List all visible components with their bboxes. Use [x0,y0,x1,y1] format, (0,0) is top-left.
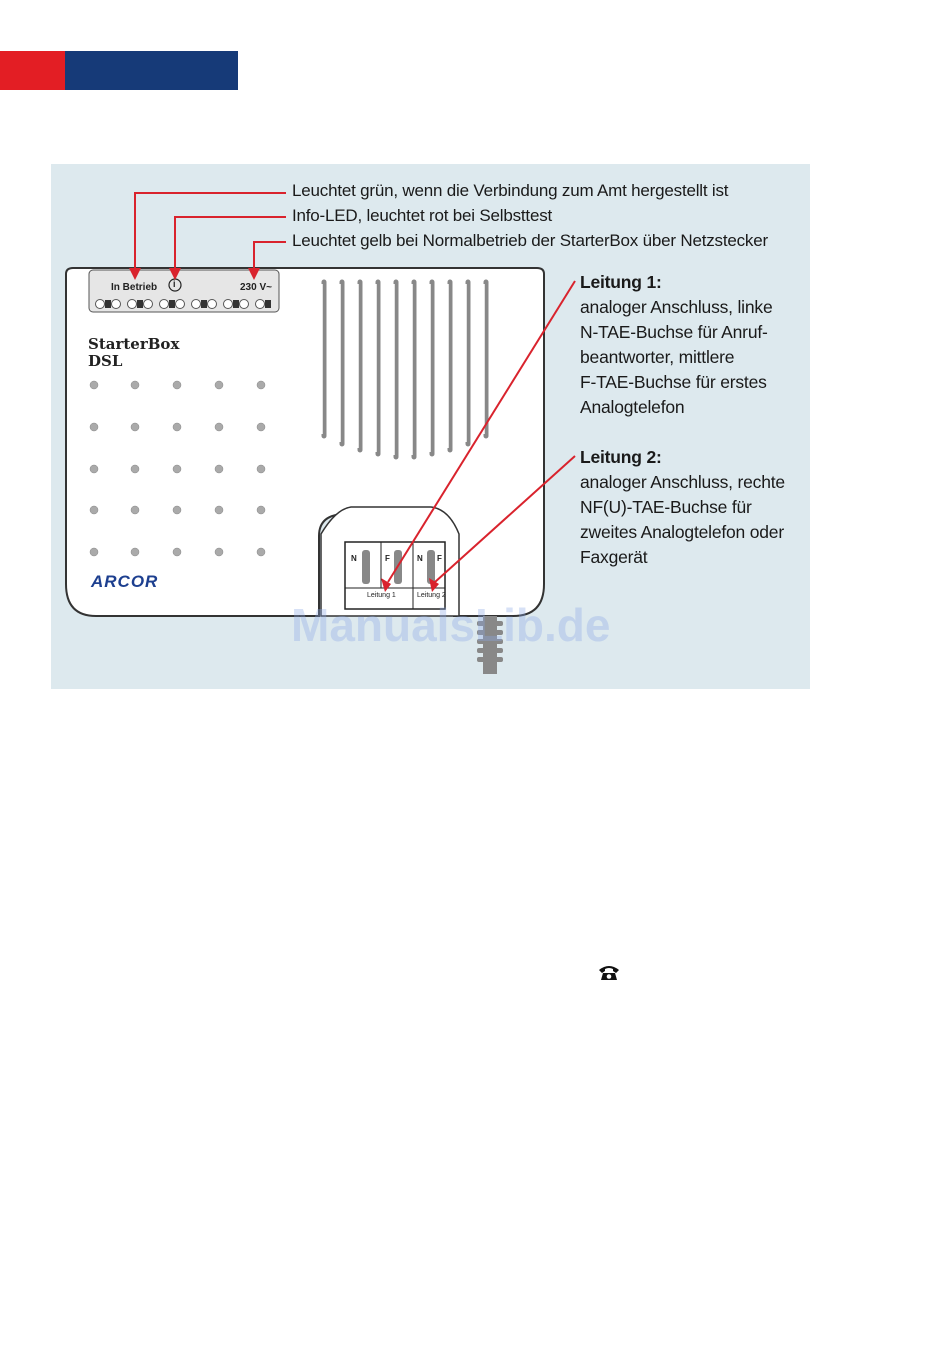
led-label-in-betrieb: In Betrieb [111,282,158,293]
product-name-line1: StarterBox [88,335,180,353]
port-label-leitung-2: Leitung 2 [417,592,446,599]
jack-n-1: N [351,554,357,563]
leitung-1-title: Leitung 1: [580,272,662,292]
port-label-leitung-1: Leitung 1 [367,592,396,599]
leitung-2-line: zweites Analogtelefon oder [580,522,784,542]
callout-connection-led: Leuchtet grün, wenn die Verbindung zum Amt hergestellt ist [292,181,729,200]
product-name-line2: DSL [88,352,123,370]
leitung-1-line: F-TAE-Buchse für erstes [580,372,767,392]
device-diagram [51,164,810,689]
callout-power-led: Leuchtet gelb bei Normalbetrieb der StarterBox über Netzstecker [292,231,768,250]
leitung-2-description [580,445,785,570]
led-label-voltage: 230 V~ [240,282,272,293]
leitung-2-line: Faxgerät [580,547,648,567]
leitung-1-line: N-TAE-Buchse für Anruf- [580,322,768,342]
leitung-1-line: Analogtelefon [580,397,685,417]
leitung-1-description [580,270,772,420]
phone-icon [597,964,621,982]
arcor-logo: ARCOR [91,572,159,591]
header-accent-blue [65,51,238,90]
callout-info-led: Info-LED, leuchtet rot bei Selbsttest [292,206,553,225]
leitung-2-line: NF(U)-TAE-Buchse für [580,497,752,517]
leitung-2-title: Leitung 2: [580,447,662,467]
leitung-1-line: analoger Anschluss, linke [580,297,773,317]
leitung-1-line: beantworter, mittlere [580,347,735,367]
watermark: ManualsLib.de [291,599,611,651]
jack-f-2: F [437,554,442,563]
header-accent-red [0,51,65,90]
leitung-2-line: analoger Anschluss, rechte [580,472,785,492]
product-name [88,336,179,370]
info-icon: i [173,279,176,289]
jack-f-1: F [385,554,390,563]
jack-n-2: N [417,554,423,563]
